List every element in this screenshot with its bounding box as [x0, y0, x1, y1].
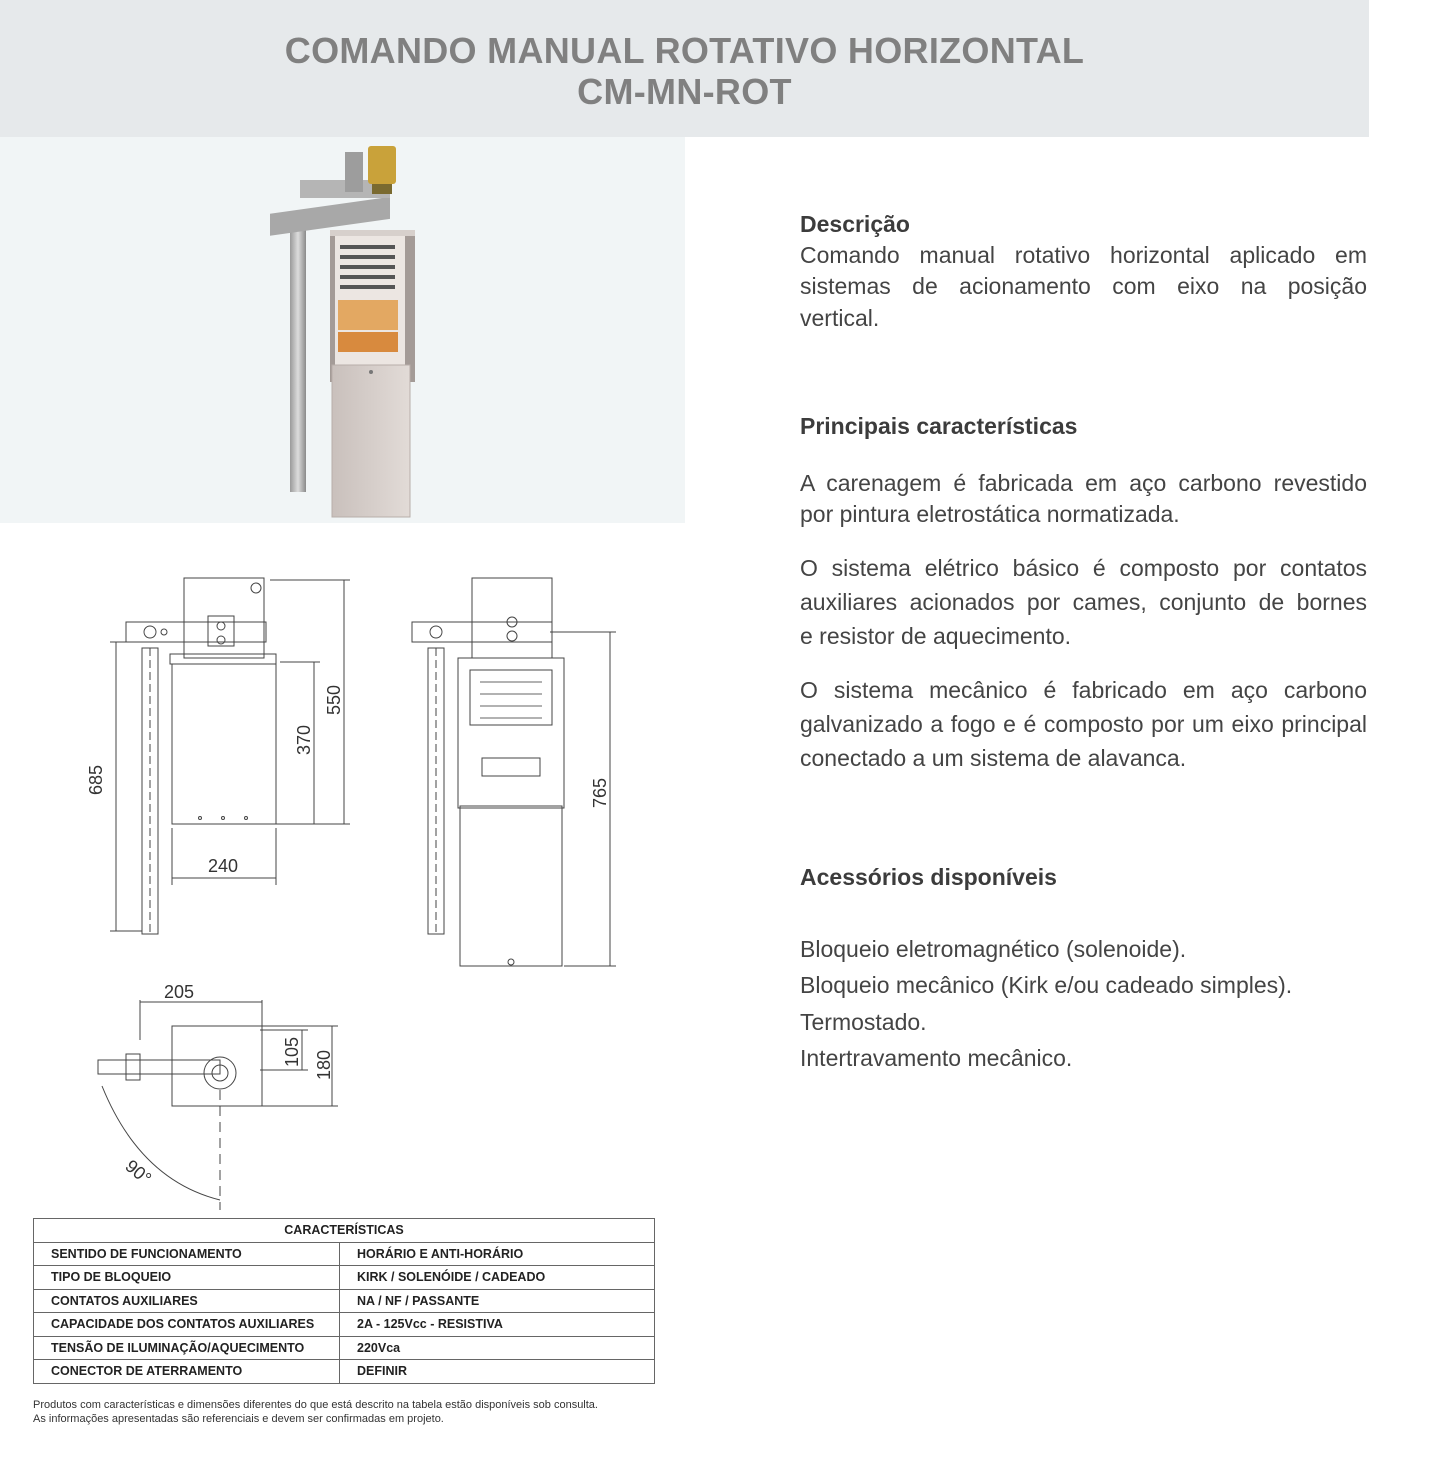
dim-105: 105 — [282, 1036, 302, 1067]
front-door — [460, 806, 562, 966]
characteristics-table — [33, 1218, 655, 1384]
acessorio-item: Intertravamento mecânico. — [800, 1045, 1073, 1071]
front-box-open — [458, 658, 564, 808]
dim-240: 240 — [208, 856, 239, 876]
table-row: TIPO DE BLOQUEIO KIRK / SOLENÓIDE / CADEADO — [34, 1266, 655, 1290]
carac-p3-line-2: galvanizado a fogo e é composto por um eixo principal — [800, 711, 1367, 737]
header-banner — [0, 0, 1369, 137]
page-title: COMANDO MANUAL ROTATIVO HORIZONTAL — [284, 30, 1085, 71]
descricao-line-3: vertical. — [800, 305, 880, 331]
table-row: SENTIDO DE FUNCIONAMENTO HORÁRIO E ANTI-HORÁRIO — [34, 1242, 655, 1266]
acessorio-item: Termostado. — [800, 1009, 927, 1035]
acessorio-item: Bloqueio eletromagnético (solenoide). — [800, 936, 1187, 962]
carac-p3-line-3: conectado a um sistema de alavanca. — [800, 745, 1187, 771]
table-row: TENSÃO DE ILUMINAÇÃO/AQUECIMENTO 220Vca — [34, 1336, 655, 1360]
carac-p1-line-2: por pintura eletrostática normatizada. — [800, 501, 1180, 527]
caracteristicas-heading: Principais características — [800, 413, 1078, 439]
side-box — [172, 664, 276, 824]
dim-550: 550 — [324, 684, 344, 715]
product-code: CM-MN-ROT — [577, 71, 792, 112]
footnote — [33, 1398, 598, 1426]
angle-label: 90° — [121, 1155, 156, 1189]
footnote-line-2: As informações apresentadas são referenciais e devem ser confirmadas em projeto. — [33, 1413, 444, 1425]
table-row: CAPACIDADE DOS CONTATOS AUXILIARES 2A - 125Vcc - RESISTIVA — [34, 1313, 655, 1337]
table-row: CONECTOR DE ATERRAMENTO DEFINIR — [34, 1360, 655, 1384]
table-title: CARACTERÍSTICAS — [34, 1219, 655, 1243]
acessorios-heading: Acessórios disponíveis — [800, 864, 1057, 890]
dim-370: 370 — [294, 724, 314, 755]
product-photo — [240, 140, 440, 520]
descricao-line-2: sistemas de acionamento com eixo na posição — [800, 273, 1367, 299]
dim-180: 180 — [314, 1049, 334, 1080]
carac-p1-line-1: A carenagem é fabricada em aço carbono revestido — [800, 470, 1367, 496]
acessorio-item: Bloqueio mecânico (Kirk e/ou cadeado simples). — [800, 972, 1293, 998]
descricao-heading: Descrição — [800, 211, 910, 237]
dim-765: 765 — [590, 777, 610, 808]
footnote-line-1: Produtos com características e dimensões diferentes do que está descrito na tabela estão disponíveis sob consulta. — [33, 1399, 598, 1411]
dim-205: 205 — [164, 982, 195, 1002]
technical-drawing — [80, 570, 660, 1210]
dim-685: 685 — [86, 764, 106, 795]
table-row: CONTATOS AUXILIARES NA / NF / PASSANTE — [34, 1289, 655, 1313]
carac-p3-line-1: O sistema mecânico é fabricado em aço carbono — [800, 677, 1367, 703]
carac-p2-line-1: O sistema elétrico básico é composto por contatos — [800, 555, 1367, 581]
carac-p2-line-3: e resistor de aquecimento. — [800, 623, 1072, 649]
descricao-line-1: Comando manual rotativo horizontal aplicado em — [800, 242, 1367, 268]
carac-p2-line-2: auxiliares acionados por cames, conjunto de bornes — [800, 589, 1367, 615]
